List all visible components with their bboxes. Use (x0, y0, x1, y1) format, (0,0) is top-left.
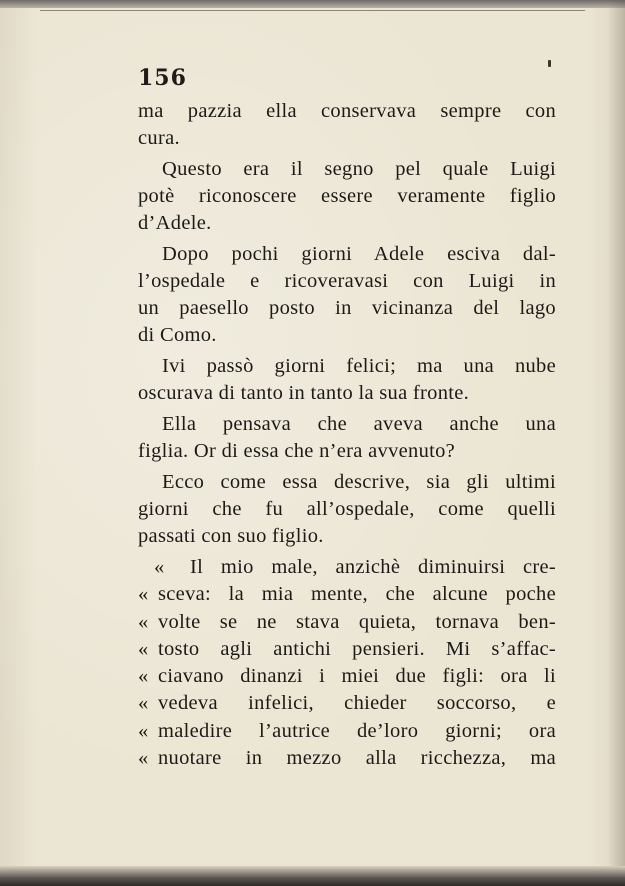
quote-line (138, 554, 556, 581)
quote-line (138, 663, 556, 690)
text-line: oscurava di tanto in tanto la sua fronte. (138, 382, 470, 404)
page-top-edge (0, 0, 625, 8)
quote-text: nuotare in mezzo alla ricchezza, ma (158, 747, 556, 770)
paragraph (138, 469, 556, 550)
text-line: figlia. Or di essa che n’era avvenuto? (138, 440, 456, 462)
text-line: passati con suo figlio. (138, 525, 324, 547)
quote-line (138, 690, 556, 717)
quoted-passage (138, 554, 556, 772)
quote-line (138, 718, 556, 745)
quote-text: sceva: la mia mente, che alcune poche (158, 583, 556, 606)
paragraph (138, 98, 556, 152)
text-line: l’ospedale e ricoveravasi con Luigi in (138, 270, 556, 292)
text-line: giorni che fu all’ospedale, come quelli (138, 498, 556, 520)
quote-mark: « (138, 610, 149, 633)
quote-text: vedeva infelici, chieder soccorso, e (158, 692, 556, 715)
quote-line (138, 745, 556, 772)
quote-mark: « (138, 665, 149, 688)
page-top-rule (40, 10, 585, 11)
paragraph (138, 411, 556, 465)
page-right-shadow (608, 0, 625, 886)
text-line: Ecco come essa descrive, sia gli ultimi (162, 471, 556, 493)
body-text (138, 98, 556, 772)
text-line: Questo era il segno pel quale Luigi (162, 158, 556, 180)
quote-mark: « (138, 719, 149, 742)
quote-text: Il mio male, anzichè diminuirsi cre- (190, 556, 556, 578)
text-line: Ella pensava che aveva anche una (162, 413, 556, 435)
quote-text: maledire l’autrice de’loro giorni; ora (158, 719, 556, 742)
text-line: di Como. (138, 324, 217, 346)
ink-speck (548, 60, 551, 67)
text-line: Dopo pochi giorni Adele esciva dal- (162, 243, 556, 265)
quote-mark: « (154, 556, 165, 578)
paragraph (138, 241, 556, 349)
text-line: potè riconoscere essere veramente figlio (138, 185, 556, 207)
page-number: 156 (138, 65, 187, 91)
quote-mark: « (138, 583, 149, 606)
quote-text: volte se ne stava quieta, tornava ben- (158, 610, 556, 633)
text-line: d’Adele. (138, 212, 212, 234)
paragraph (138, 156, 556, 237)
quote-line (138, 636, 556, 663)
quote-text: ciavano dinanzi i miei due figli: ora li (158, 665, 556, 688)
text-line: un paesello posto in vicinanza del lago (138, 297, 556, 319)
quote-line (138, 581, 556, 608)
quote-line (138, 609, 556, 636)
quote-mark: « (138, 637, 149, 660)
page-bottom-edge (0, 866, 625, 886)
paragraph (138, 353, 556, 407)
text-line: ma pazzia ella conservava sempre con (138, 100, 556, 122)
text-line: cura. (138, 127, 180, 149)
quote-text: tosto agli antichi pensieri. Mi s’affac- (158, 637, 556, 660)
quote-mark: « (138, 747, 149, 770)
text-line: Ivi passò giorni felici; ma una nube (162, 355, 556, 377)
quote-mark: « (138, 692, 149, 715)
